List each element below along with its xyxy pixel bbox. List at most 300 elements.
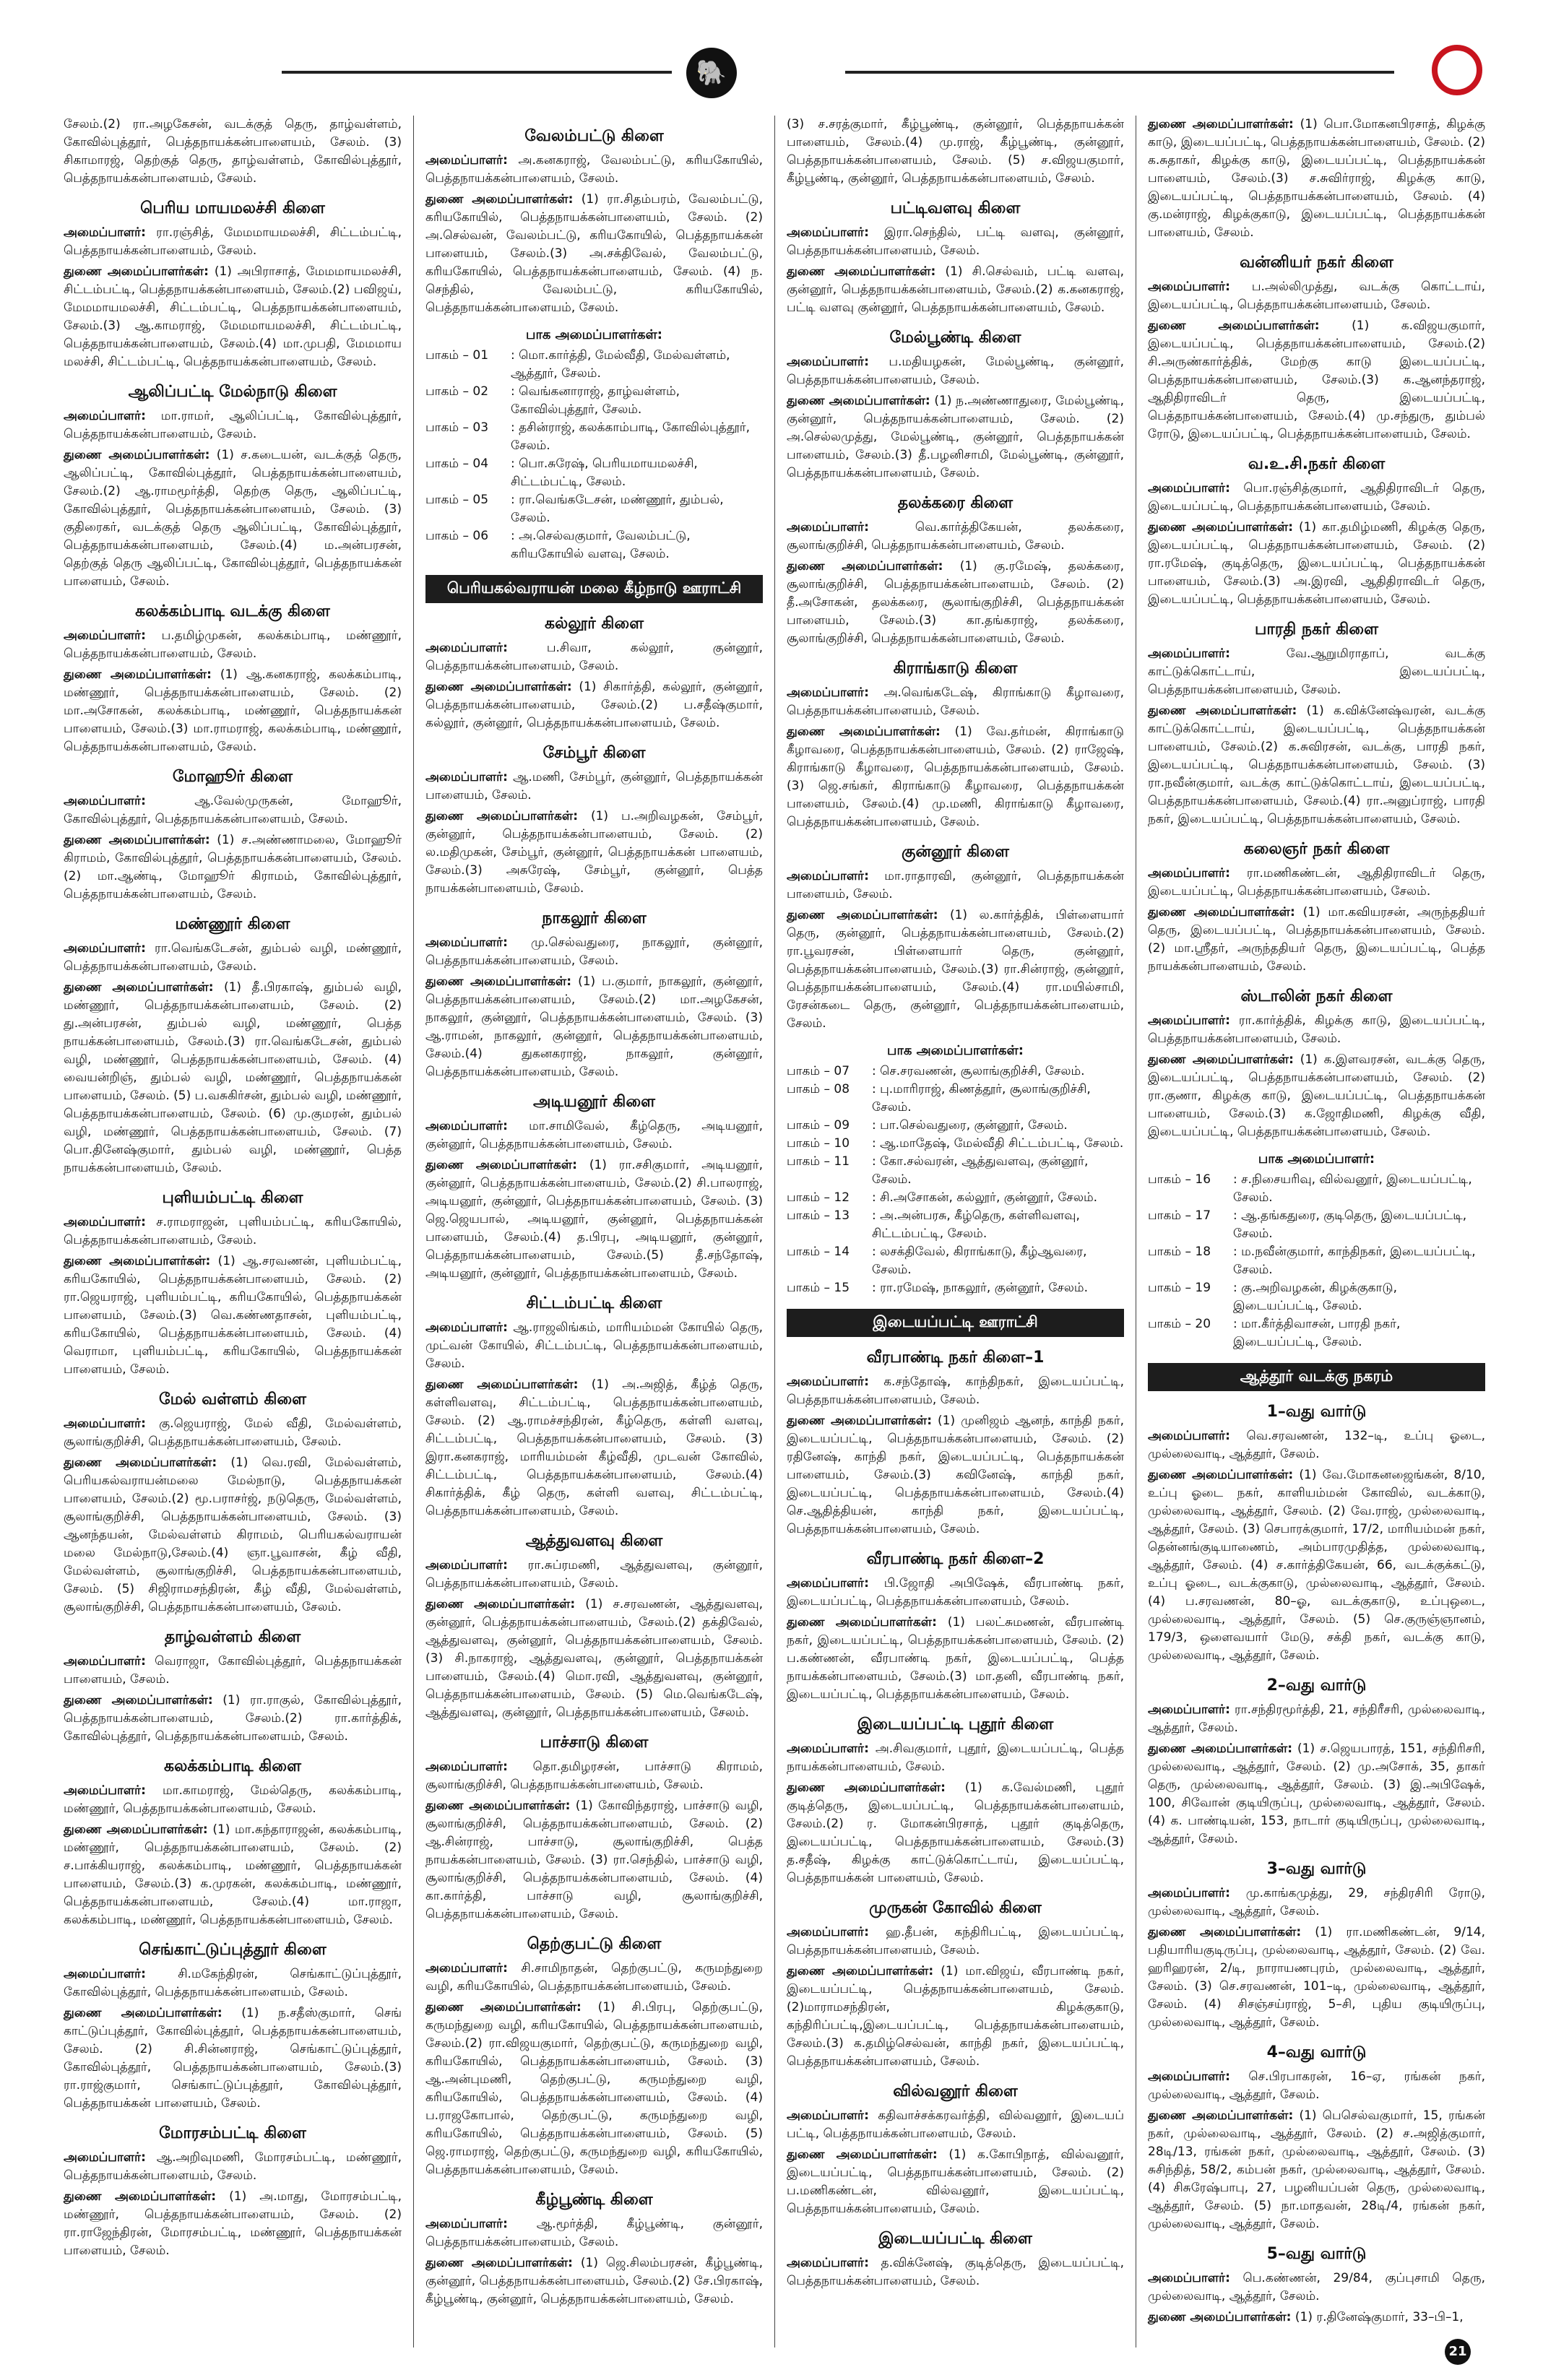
branch-block [787,494,1124,648]
secretary-entry [787,353,1124,389]
deputies-text: (1) ஆ.சரவணன், புளியம்பட்டி, கரியகோயில், பெத்தநாயக்கன்பாளையம், சேலம். (2) ரா.ஜெயராஜ், புளியம்பட்டி, கரியகோயில், பெத்தநாயக்கன் பாளையம், சேலம்.(3) வெ.கண்ணதாசன், புளியம்பட்டி, கரியகோயில், பெத்தநாயக்கன்பாளையம், சேலம். (4) வெராமா, புளியம்பட்டி, கரியகோயில், பெத்தநாயக்கன் பாளையம், சேலம். [64,1254,402,1377]
deputies-label: துணை அமைப்பாளர்கள்: [1148,2310,1292,2324]
secretary-entry [425,1117,763,1154]
secretary-entry [64,1415,402,1451]
branch-title: கலைஞர் நகர் கிளை [1243,840,1390,858]
deputies-label: துணை அமைப்பாளர்கள்: [64,1455,217,1470]
secretary-text: ரா.வெங்கடேசன், தும்பல் வழி, மண்ணூர், பெத்தநாயக்கன்பாளையம், சேலம். [64,941,402,974]
deputies-label: துணை அமைப்பாளர்கள்: [787,1780,946,1795]
secretary-label: அமைப்பாளர்: [64,628,146,643]
deputies-text: (1) சி.பிரபு, தெற்குபட்டு, கருமந்துறை வழி, கரியகோயில், பெத்தநாயக்கன்பாளையம், சேலம்.(2) ரா.விஜயகுமார், தெற்குபட்டு, கருமந்துறை வழி, கரியகோயில், பெத்தநாயக்கன்பாளையம், சேலம். (3) ஆ.அன்புமணி, தெற்குபட்டு, கருமந்துறை வழி, கரியகோயில், பெத்தநாயக்கன்பாளையம், சேலம். (4) ப.ராஜகோபால், தெற்குபட்டு, கருமந்துறை வழி, கரியகோயில், பெத்தநாயக்கன்பாளையம், சேலம். (5) ஜெ.ராமராஜ், தெற்குபட்டு, கருமந்துறை வழி, கரியகோயில், பெத்தநாயக்கன்பாளையம், சேலம். [425,2000,763,2177]
branch-block [64,1941,402,2113]
deputies-label: துணை அமைப்பாளர்கள்: [787,1414,933,1428]
deputies-label: துணை அமைப்பாளர்கள்: [1148,1468,1294,1482]
deputies-text: (1) கு.ரமேஷ், தலக்கரை, சூலாங்குறிச்சி, பெத்தநாயக்கன்பாளையம், சேலம். (2) தீ.அசோகன், தலக்கரை, சூலாங்குறிச்சி, பெத்தநாயக்கன் பாளையம், சேலம்.(3) கா.தங்கராஜ், தலக்கரை, சூலாங்குறிச்சி, பெத்தநாயக்கன்பாளையம், சேலம். [787,559,1124,646]
secretary-entry [787,684,1124,720]
branch-title: வீரபாண்டி நகர் கிளை–1 [866,1349,1045,1367]
branch-block [787,1349,1124,1539]
branch-title: குன்னூர் கிளை [902,843,1009,861]
branch-title: 3–வது வார்டு [1266,1860,1367,1878]
deputies-label: துணை அமைப்பாளர்கள்: [425,974,572,989]
secretary-entry [787,867,1124,904]
branch-title: அடியனூர் கிளை [533,1093,655,1111]
deputies-entry [1148,1740,1485,1848]
secretary-text: த.விக்னேஷ், குடித்தெரு, இடையப்பட்டி, பெத்தநாயக்கன்பாளையம், சேலம். [787,2256,1124,2288]
party-emblem-icon: 🐘 [686,48,737,98]
branch-title: கல்லூர் கிளை [544,615,644,633]
deputies-entry [425,191,763,317]
branch-block [425,1532,763,1722]
booth-text: : தசின்ராஜ், கலக்காம்பாடி, கோவில்புத்தூர், சேலம். [511,420,751,453]
deputies-label: துணை அமைப்பாளர்கள்: [64,980,214,995]
secretary-text: அ.வெங்கடேஷ், கிராங்காடு கீழாவரை, பெத்தநாயக்கன்பாளையம், சேலம். [787,685,1124,718]
secretary-text: பி.ஜோதி அபிஷேக், வீரபாண்டி நகர், இடையப்பட்டி, பெத்தநாயக்கன்பாளையம், சேலம். [787,1576,1125,1609]
branch-title: நாகலூர் கிளை [542,909,647,927]
deputies-text: (1) ச.ஜெயபாரத், 151, சந்திரிசரி, முல்லைவாடி, ஆத்தூர், சேலம். (2) மு.அசோக், 35, தாகர் தெரு, முல்லைவாடி, ஆத்தூர், சேலம். (3) இ.அபிஷேக், 100, சிவோன் குடியிருப்பு, முல்லைவாடி, ஆத்தூர், சேலம். (4) க. பாண்டியன், 153, நாடார் குடியிருப்பு, முல்லைவாடி, ஆத்தூர், சேலம். [1148,1741,1485,1846]
deputies-text: (1) சி.செல்வம், பட்டி வளவு, குன்னூர், பெத்தநாயக்கன்பாளையம், சேலம்.(2) க.கனகராஜ், பட்டி வளவு குன்னூர், பெத்தநாயக்கன்பாளையம், சேலம். [787,264,1124,315]
branch-title: 1–வது வார்டு [1266,1403,1367,1421]
secretary-label: அமைப்பாளர்: [425,1320,508,1335]
deputies-label: துணை அமைப்பாளர்கள்: [64,448,210,462]
branch-title: சேம்பூர் கிளை [543,744,646,762]
booth-row [787,1279,1124,1297]
branch-block [787,1715,1124,1887]
deputies-entry [787,906,1124,1033]
deputies-entry [1148,1924,1485,2032]
deputies-entry [1148,2107,1485,2233]
booth-row [425,491,763,527]
booth-number: பாகம் – 11 [787,1154,850,1169]
secretary-label: அமைப்பாளர்: [64,1654,146,1669]
deputies-text: (1) பெசெல்வகுமார், 15, ரங்கன் நகர், முல்லைவாடி, ஆத்தூர், சேலம். (2) ச.அஜித்குமார், 28டி/13, ரங்கன் நகர், முல்லைவாடி, ஆத்தூர், சேலம். (3) சுசிந்தித், 58/2, கம்பன் நகர், முல்லைவாடி, ஆத்தூர், சேலம். (4) சிசுரேஷ்பாபு, 27, பழனியப்பன் தெரு, முல்லைவாடி, ஆத்தூர், சேலம். (5) நா.மாதவன், 28டி/4, ரங்கன் நகர், முல்லைவாடி, ஆத்தூர், சேலம். [1148,2108,1486,2231]
booth-row [787,1153,1124,1189]
secretary-text: ச.ராமராஜன், புளியம்பட்டி, கரியகோயில், பெத்தநாயக்கன்பாளையம், சேலம். [64,1215,402,1247]
branch-block [64,383,402,591]
deputies-entry [64,263,402,371]
secretary-text: ரா.சுப்ரமணி, ஆத்துவளவு, குன்னூர், பெத்தநாயக்கன்பாளையம், சேலம். [425,1558,763,1591]
secretary-entry [1148,645,1485,699]
deputies-entry [787,1779,1124,1887]
booth-text: : பா.செல்வதுரை, குன்னூர், சேலம். [872,1118,1068,1133]
booth-text: : ச.நிசையரிவு, வில்வனூர், இடையப்பட்டி, சேலம். [1233,1172,1472,1205]
deputies-entry [787,558,1124,648]
deputies-label: துணை அமைப்பாளர்கள்: [64,667,212,682]
branch-block [425,909,763,1081]
secretary-text: க.சந்தோஷ், காந்திநகர், இடையப்பட்டி, பெத்தநாயக்கன்பாளையம், சேலம். [787,1375,1125,1407]
secretary-text: அ.கனகராஜ், வேலம்பட்டு, கரியகோயில், பெத்தநாயக்கன்பாளையம், சேலம். [425,153,764,186]
secretary-label: அமைப்பாளர்: [787,2108,869,2123]
branch-block [787,2230,1124,2290]
continued-text: சேலம்.(2) ரா.அழகேசன், வடக்குத் தெரு, தாழ்வள்ளம், கோவில்புத்தூர், பெத்தநாயக்கன்பாளையம், சேலம். (3) சிகாமாரஜ், தெற்குத் தெரு, தாழ்வள்ளம், கோவில்புத்தூர், பெத்தநாயக்கன்பாளையம், சேலம். [64,117,402,186]
deputies-text: (1) மா.கந்தாராஜன், கலக்கம்பாடி, மண்ணூர், பெத்தநாயக்கன்பாளையம், சேலம். (2) ச.பாக்கியராஜ், கலக்கம்பாடி, மண்ணூர், பெத்தநாயக்கன் பாளையம், சேலம்.(3) க.முரகன், கலக்கம்பாடி, மண்ணூர், பெத்தநாயக்கன்பாளையம், சேலம்.(4) மா.ராஜா, கலக்கம்பாடி, மண்ணூர், பெத்தநாயக்கன்பாளையம், சேலம். [64,1822,402,1927]
booth-text: : லசக்திவேல், கிராங்காடு, கீழ்ஆவரை, சேலம். [872,1245,1087,1277]
secretary-entry [64,1965,402,2002]
secretary-label: அமைப்பாளர்: [787,1375,869,1389]
secretary-text: மா.ராமர், ஆலிப்பட்டி, கோவில்புத்தூர், பெத்தநாயக்கன்பாளையம், சேலம். [64,409,402,441]
secretary-entry [787,1575,1124,1611]
branch-title: கிராங்காடு கிளை [893,659,1018,678]
booth-row [787,1207,1124,1243]
secretary-entry [64,224,402,260]
deputies-text: (1) பலட்சுமணன், வீரபாண்டி நகர், இடையப்பட்டி, பெத்தநாயக்கன்பாளையம், சேலம். (2) ப.கண்ணன், வீரபாண்டி நகர், இடையப்பட்டி, பெத்த நாயக்கன்பாளையம், சேலம்.(3) மா.தனி, வீரபாண்டி நகர், இடையப்பட்டி, பெத்தநாயக்கன்பாளையம், சேலம். [787,1615,1124,1702]
deputies-entry [787,1614,1124,1704]
deputies-text: (1) க.விஜயகுமார், இடையப்பட்டி, பெத்தநாயக்கன்பாளையம், சேலம்.(2) சி.அருண்கார்த்திக், மேற்கு காடு இடையப்பட்டி, பெத்தநாயக்கன்பாளையம், சேலம்.(3) க.ஆனந்தராஜ், ஆதிதிராவிடர் தெரு, இடையப்பட்டி, பெத்தநாயக்கன்பாளையம், சேலம்.(4) மு.சந்துரு, தும்பல் ரோடு, இடையப்பட்டி, பெத்தநாயக்கன்பாளையம், சேலம். [1148,319,1485,441]
secretary-text: ப.தமிழ்முகன், கலக்கம்பாடி, மண்ணூர், பெத்தநாயக்கன்பாளையம், சேலம். [64,628,402,661]
deputies-entry [64,1821,402,1929]
secretary-label: அமைப்பாளர்: [1148,1429,1230,1443]
secretary-entry [425,639,763,675]
deputies-label: துணை அமைப்பாளர்கள்: [425,1377,579,1392]
branch-block [425,1935,763,2179]
secretary-label: அமைப்பாளர்: [787,1925,869,1939]
secretary-entry [64,1782,402,1818]
secretary-label: அமைப்பாளர்: [64,1416,146,1431]
secretary-entry [1148,278,1485,314]
booth-row [787,1135,1124,1153]
booth-row [787,1063,1124,1081]
deputies-label: துணை அமைப்பாளர்கள்: [1148,704,1297,718]
branch-block [1148,987,1485,1141]
deputies-label: துணை அமைப்பாளர்கள்: [425,1799,571,1813]
deputies-label: துணை அமைப்பாளர்கள்: [1148,1925,1302,1939]
secretary-entry [64,1213,402,1250]
section-heading: ஆத்தூர் வடக்கு நகரம் [1148,1363,1485,1391]
deputies-text: (1) ரா.சசிகுமார், அடியனூர், குன்னூர், பெத்தநாயக்கன்பாளையம், சேலம்.(2) சி.பாலராஜ், அடியனூர், குன்னூர், பெத்தநாயக்கன்பாளையம், சேலம். (3) ஜெ.ஜெயபால், அடியனூர், குன்னூர், பெத்தநாயக்கன் பாளையம், சேலம்.(4) த.பிரபு, அடியனூர், குன்னூர், பெத்தநாயக்கன்பாளையம், சேலம்.(5) தீ.சந்தோஷ், அடியனூர், குன்னூர், பெத்தநாயக்கன்பாளையம், சேலம். [425,1158,763,1281]
branch-title: மண்ணூர் கிளை [175,915,290,933]
secretary-label: அமைப்பாளர்: [425,1760,508,1774]
branch-title: மேல்பூண்டி கிளை [889,329,1021,347]
booth-text: : பு.மாரிராஜ், கிணத்தூர், சூலாங்குறிச்சி, சேலம். [872,1082,1091,1115]
deputies-entry [425,1156,763,1283]
deputies-text: (1) ரா.ராகுல், கோவில்புத்தூர், பெத்தநாயக்கன்பாளையம், சேலம்.(2) ரா.கார்த்திக், கோவில்புத்தூர், பெத்தநாயக்கன்பாளையம், சேலம். [64,1693,402,1744]
deputies-label: துணை அமைப்பாளர்கள்: [64,1254,211,1268]
booth-text: : பொ.சுரேஷ், பெரியமாயமலச்சி, சிட்டம்பட்டி, சேலம். [511,456,698,489]
deputies-text: (1) சிகார்த்தி, கல்லூர், குன்னூர், பெத்தநாயக்கன்பாளையம், சேலம்.(2) ப.சதீஷ்குமார், கல்லூர், குன்னூர், பெத்தநாயக்கன்பாளையம், சேலம். [425,680,763,730]
deputies-text: (1) அ.அஜித், கீழ்த் தெரு, கள்ளிவளவு, சிட்டம்பட்டி, பெத்தநாயக்கன்பாளையம், சேலம். (2) ஆ.ராமச்சந்திரன், கீழ்தெரு, கள்ளி வளவு, சிட்டம்பட்டி, பெத்தநாயக்கன்பாளையம், சேலம். (3) இரா.கனகராஜ், மாரியம்மன் கீழ்வீதி, முடவன் கோவில், சிட்டம்பட்டி, பெத்தநாயக்கன்பாளையம், சேலம்.(4) சிகார்த்திக், கீழ் தெரு, கள்ளி வளவு, சிட்டம்பட்டி, பெத்தநாயக்கன்பாளையம், சேலம். [425,1377,763,1518]
secretary-entry [1148,1884,1485,1921]
branch-block [425,1294,763,1520]
secretary-text: மு.காங்கமுத்து, 29, சந்திரசிரி ரோடு, முல்லைவாடி, ஆத்தூர், சேலம். [1148,1886,1485,1918]
branch-block [1148,116,1485,242]
secretary-text: வெ.சரவணன், 132–டி, உப்பு ஓடை, முல்லைவாடி, ஆத்தூர், சேலம். [1148,1429,1485,1461]
secretary-entry [425,152,763,188]
header-rule-left [282,71,672,74]
deputies-label: துணை அமைப்பாளர்கள்: [425,2256,573,2270]
branch-title: தலக்கரை கிளை [897,494,1013,512]
secretary-text: ப.அல்லிமுத்து, வடக்கு கொட்டாய், இடையப்பட்டி, பெத்தநாயக்கன்பாளையம், சேலம். [1148,280,1486,312]
deputies-label: துணை அமைப்பாளர்கள்: [64,264,209,279]
deputies-entry [787,392,1124,483]
branch-block [64,915,402,1177]
secretary-text: கு.ஜெயராஜ், மேல் வீதி, மேல்வள்ளம், சூலாங்குறிச்சி, பெத்தநாயக்கன்பாளையம், சேலம். [64,1416,402,1449]
deputies-label: துணை அமைப்பாளர்கள்: [425,809,578,823]
booth-row [1148,1243,1485,1279]
booth-text: : ஆ.மாதேஷ், மேல்வீதி சிட்டம்பட்டி, சேலம். [872,1136,1124,1151]
secretary-text: அ.சிவகுமார், புதூர், இடையப்பட்டி, பெத்த நாயக்கன்பாளையம், சேலம். [787,1741,1125,1774]
booth-row [425,527,763,563]
booth-heading: பாக அமைப்பாளர்கள்: [526,327,662,342]
secretary-label: அமைப்பாளர்: [787,1576,869,1591]
column-4 [1136,116,1497,2347]
booth-number: பாகம் – 12 [787,1190,850,1205]
booth-heading: பாக அமைப்பாளர்கள்: [887,1043,1024,1058]
secretary-entry [425,1960,763,1996]
branch-block [64,2124,402,2260]
branch-title: புளியம்பட்டி கிளை [162,1189,303,1207]
deputies-text: (1) ச.சரவணன், ஆத்துவளவு, குன்னூர், பெத்தநாயக்கன்பாளையம், சேலம்.(2) தக்திவேல், ஆத்துவளவு, குன்னூர், பெத்தநாயக்கன்பாளையம், சேலம். (3) சி.நாகராஜ், ஆத்துவளவு, குன்னூர், பெத்தநாயக்கன் பாளையம், சேலம்.(4) மொ.ரவி, ஆத்துவளவு, குன்னூர், பெத்தநாயக்கன்பாளையம், சேலம். (5) மெ.வெங்கடேஷ், ஆத்துவளவு, குன்னூர், பெத்தநாயக்கன்பாளையம், சேலம். [425,1597,763,1720]
booth-number: பாகம் – 09 [787,1118,850,1133]
secretary-label: அமைப்பாளர்: [787,685,869,700]
deputies-entry [64,446,402,591]
deputies-entry [787,723,1124,831]
deputies-text: (1) கா.தமிழ்மணி, கிழக்கு தெரு, இடையப்பட்டி, பெத்தநாயக்கன்பாளையம், சேலம். (2) ரா.ரமேஷ், குடித்தெரு, இடையப்பட்டி, பெத்தநாயக்கன் பாளையம், சேலம்.(3) அ.இரவி, ஆதிதிராவிடர் தெரு, இடையப்பட்டி, பெத்தநாயக்கன்பாளையம், சேலம். [1148,520,1485,607]
deputies-entry [1148,702,1485,828]
branch-block [1148,254,1485,443]
secretary-label: அமைப்பாளர்: [1148,1013,1230,1028]
branch-title: பெரிய மாயமலச்சி கிளை [140,199,325,217]
secretary-label: அமைப்பாளர்: [1148,1886,1230,1900]
branch-title: வன்னியர் நகர் கிளை [1240,254,1393,272]
deputies-entry [425,1596,763,1722]
secretary-text: பெ.கண்ணன், 29/84, குப்புசாமி தெரு, முல்லைவாடி, ஆத்தூர், சேலம். [1148,2271,1485,2303]
deputies-text: (1) ந.அண்ணாதுரை, மேல்பூண்டி, குன்னூர், பெத்தநாயக்கன்பாளையம், சேலம். (2) அ.செல்லமுத்து, மேல்பூண்டி, குன்னூர், பெத்தநாயக்கன் பாளையம், சேலம்.(3) தீ.பழனிசாமி, மேல்பூண்டி, குன்னூர், பெத்தநாயக்கன்பாளையம், சேலம். [787,394,1124,480]
secretary-label: அமைப்பாளர்: [1148,866,1230,880]
secretary-text: ப.சிவா, கல்லூர், குன்னூர், பெத்தநாயக்கன்பாளையம், சேலம். [425,641,764,673]
booth-number: பாகம் – 15 [787,1281,850,1295]
branch-block [64,199,402,371]
branch-block [1148,1676,1485,1848]
deputies-entry [425,808,763,898]
secretary-entry [1148,1701,1485,1737]
article-columns [52,116,1497,2347]
secretary-label: அமைப்பாளர்: [787,869,869,883]
header-rule-right [845,71,1394,74]
booth-text: : செ.சரவணன், சூலாங்குறிச்சி, சேலம். [872,1064,1085,1078]
booth-text: : சி.அசோகன், கல்லூர், குன்னூர், சேலம். [872,1190,1098,1205]
booth-number: பாகம் – 14 [787,1245,850,1259]
deputies-text: (1) க.விக்னேஷ்வரன், வடக்கு காட்டுக்கொட்டாய், இடையப்பட்டி, பெத்தநாயக்கன் பாளையம், சேலம்.(2) க.சுவிரசன், வடக்கு, பாரதி நகர், இடையப்பட்டி, பெத்தநாயக்கன்பாளையம், சேலம். (3) ரா.நவீன்குமார், வடக்கு காட்டுக்கொட்டாய், இடையப்பட்டி, பெத்தநாயக்கன்பாளையம், சேலம்.(4) ரா.அனுப்ராஜ், பாரதி நகர், இடையப்பட்டி, பெத்தநாயக்கன்பாளையம், சேலம். [1148,704,1485,826]
branch-block [64,1390,402,1617]
secretary-entry [1148,865,1485,901]
deputies-label: துணை அமைப்பாளர்கள்: [425,192,574,207]
booth-text: : கு.அறிவழகன், கிழக்குகாடு, இடையப்பட்டி, சேலம். [1233,1281,1398,1313]
branch-title: வேலம்பட்டு கிளை [524,127,664,145]
deputies-label: துணை அமைப்பாளர்கள்: [787,559,943,574]
deputies-text: (1) வே.மோகனஜைங்கன், 8/10, உப்பு ஓடை நகர், காளியம்மன் கோவில், வடக்காடு, முல்லைவாடி, ஆத்தூர், சேலம். (2) வே.ராஜ், முல்லைவாடி, ஆத்தூர், சேலம். (3) செபாரக்குமார், 17/2, மாரியம்மன் நகர், தென்னங்குடியாணைம், அம்பாரமுதித்த, முல்லைவாடி, ஆத்தூர், சேலம். (4) ச.கார்த்திகேயன், 66, வடக்குக்கட்டு, உப்பு ஓடை, வடக்குகாடு, முல்லைவாடி, ஆத்தூர், சேலம். (4) ப.சரவணன், 80–ஓ, வடக்குகாடு, உப்புஒடை, முல்லைவாடி, ஆத்தூர், சேலம். (5) செ.குருஞ்ஞானம், 179/3, ஒளைவயார் மேடு, சக்தி நகர், வடக்கு காடு, முல்லைவாடி, ஆத்தூர், சேலம். [1148,1468,1485,1663]
secretary-entry [64,940,402,976]
red-ring-icon [1432,45,1482,95]
booth-row [787,1189,1124,1207]
booth-row [787,1243,1124,1279]
deputies-label: துணை அமைப்பாளர்கள்: [1148,319,1320,333]
branch-block [64,768,402,904]
booth-text: : ஆ.தங்கதுரை, குடிதெரு, இடையப்பட்டி, சேலம். [1233,1208,1467,1241]
secretary-label: அமைப்பாளர்: [1148,1702,1230,1717]
secretary-text: வெராஜா, கோவில்புத்தூர், பெத்தநாயக்கன் பாளையம், சேலம். [64,1654,402,1687]
secretary-text: செ.பிரபாகரன், 16–ஏ, ரங்கன் நகர், முல்லைவாடி, ஆத்தூர், சேலம். [1148,2069,1486,2102]
deputies-text: (1) அபிராசாத், மேமமாயமலச்சி, சிட்டம்பட்டி, பெத்தநாயக்கன்பாளையம், சேலம்.(2) பவிஜய், மேமமாயமலச்சி, சிட்டம்பட்டி, பெத்தநாயக்கன்பாளையம், சேலம்.(3) ஆ.காமராஜ், மேமமாயமலச்சி, சிட்டம்பட்டி, பெத்தநாயக்கன்பாளையம், சேலம்.(4) மா.முபதி, மேமமாய மலச்சி, சிட்டம்பட்டி, பெத்தநாயக்கன்பாளையம், சேலம். [64,264,402,369]
branch-title: தாழ்வள்ளம் கிளை [164,1628,301,1646]
secretary-label: அமைப்பாளர்: [1148,280,1230,294]
secretary-text: ஆ.மூர்த்தி, கீழ்பூண்டி, குன்னூர், பெத்தநாயக்கன்பாளையம், சேலம். [425,2217,764,2249]
deputies-text: (1) தீ.பிரகாஷ், தும்பல் வழி, மண்ணூர், பெத்தநாயக்கன்பாளையம், சேலம். (2) து.அன்பரசன், தும்பல் வழி, மண்ணூர், பெத்த நாயக்கன்பாளையம், சேலம்.(3) ரா.வெங்கடேசன், தும்பல் வழி, மண்ணூர், பெத்தநாயக்கன்பாளையம், சேலம். (4) வையன்றிஞ், தும்பல் வழி, மண்ணூர், பெத்தநாயக்கன் பாளையம், சேலம். (5) ப.வசுகிர்சன், தும்பல் வழி, மண்ணூர், பெத்தநாயக்கன்பாளையம், சேலம். (6) மு.குமரன், தும்பல் வழி, மண்ணூர், பெத்தநாயக்கன்பாளையம், சேலம். (7) பொ.தினேஷ்குமார், தும்பல் வழி, மண்ணூர், பெத்த நாயக்கன்பாளையம், சேலம். [64,980,402,1175]
deputies-entry [425,1376,763,1520]
booth-number: பாகம் – 13 [787,1208,850,1223]
deputies-entry [1148,1051,1485,1141]
booth-row [1148,1315,1485,1351]
deputies-label: துணை அமைப்பாளர்கள்: [787,2147,938,2162]
secretary-label: அமைப்பாளர்: [1148,2069,1230,2084]
secretary-label: அமைப்பாளர்: [64,1783,146,1798]
secretary-text: சி.சாமிநாதன், தெற்குபட்டு, கருமந்துறை வழி, கரியகோயில், பெத்தநாயக்கன்பாளையம், சேலம். [425,1961,763,1994]
secretary-entry [64,1653,402,1689]
deputies-label: துணை அமைப்பாளர்கள்: [64,2189,217,2204]
secretary-label: அமைப்பாளர்: [425,1961,508,1976]
secretary-text: ப.மதியழகன், மேல்பூண்டி, குன்னூர், பெத்தநாயக்கன்பாளையம், சேலம். [787,355,1125,387]
branch-title: பட்டிவளவு கிளை [890,199,1021,217]
booth-number: பாகம் – 01 [425,348,489,363]
branch-block [1148,840,1485,976]
secretary-entry [64,792,402,828]
deputies-label: துணை அமைப்பாளர்கள்: [425,1597,576,1611]
deputies-entry [1148,2308,1485,2327]
booth-number: பாகம் – 05 [425,493,489,507]
deputies-text: (1) ச.கடையன், வடக்குத் தெரு, ஆலிப்பட்டி, கோவில்புத்தூர், பெத்தநாயக்கன்பாளையம், சேலம்.(2) ஆ.ராமமூர்த்தி, தெற்கு தெரு, ஆலிப்பட்டி, கோவில்புத்தூர், பெத்தநாயக்கன்பாளையம், சேலம். (3) குதிரைகர், வடக்குத் தெரு ஆலிப்பட்டி, கோவில்புத்தூர், பெத்தநாயக்கன்பாளையம், சேலம்.(4) ம.அன்பரசன், தெற்குத் தெரு ஆலிப்பட்டி, கோவில்புத்தூர், பெத்தநாயக்கன் பாளையம், சேலம். [64,448,402,589]
deputies-text: (1) வெ.ரவி, மேல்வள்ளம், பெரியகல்வராயன்மலை மேல்நாடு, பெத்தநாயக்கன் பாளையம், சேலம்.(2) மூ.பராசர்ஜ், நடுதெரு, மேல்வள்ளம், சூலாங்குறிச்சி, பெத்தநாயக்கன்பாளையம், சேலம். (3) ஆனந்தயன், மேல்வள்ளம் கிராமம், பெரியகல்வராயன் மலை மேல்நாடு,சேலம்.(4) ஞா.பூவாசன், கீழ் வீதி, மேல்வள்ளம், சூலாங்குறிச்சி, பெத்தநாயக்கன்பாளையம், சேலம். (5) சிஜிராமசந்திரன், கீழ் வீதி, மேல்வள்ளம், சூலாங்குறிச்சி, பெத்தநாயக்கன்பாளையம், சேலம். [64,1455,402,1614]
branch-title: கலக்கம்பாடி கிளை [164,1757,301,1775]
booth-row [787,1117,1124,1135]
booth-text: : ரா.வெங்கடேசன், மண்ணூர், தும்பல், சேலம். [511,493,724,525]
secretary-label: அமைப்பாளர்: [64,1215,146,1229]
secretary-label: அமைப்பாளர்: [425,770,508,784]
deputies-label: துணை அமைப்பாளர்கள்: [1148,1052,1294,1067]
deputies-text: (1) கோவிந்தராஜ், பாச்சாடு வழி, சூலாங்குறிச்சி, பெத்தநாயக்கன்பாளையம், சேலம். (2) ஆ.சின்ராஜ், பாச்சாடு, சூலாங்குறிச்சி, பெத்த நாயக்கன்பாளையம், சேலம். (3) ரா.செந்தில், பாச்சாடு வழி, சூலாங்குறிச்சி, பெத்தநாயக்கன்பாளையம், சேலம். (4) கா.கார்த்தி, பாச்சாடு வழி, சூலாங்குறிச்சி, பெத்தநாயக்கன்பாளையம், சேலம். [425,1799,763,1921]
branch-block [1148,620,1485,828]
booth-number: பாகம் – 06 [425,529,489,543]
secretary-label: அமைப்பாளர்: [425,1119,508,1133]
deputies-entry [787,1412,1124,1539]
deputies-entry [1148,116,1485,242]
secretary-entry [425,934,763,970]
secretary-text: ரா.ரஞ்சித், மேமமாயமலச்சி, சிட்டம்பட்டி, பெத்தநாயக்கன்பாளையம், சேலம். [64,225,402,258]
secretary-entry [64,627,402,663]
secretary-label: அமைப்பாளர்: [787,355,869,369]
branch-title: வீரபாண்டி நகர் கிளை–2 [866,1550,1045,1568]
deputies-entry [787,1963,1124,2071]
booth-number: பாகம் – 18 [1148,1245,1211,1259]
secretary-label: அமைப்பாளர்: [787,520,869,535]
deputies-text: (1) ரா.மணிகண்டன், 9/14, பதியாரியகுடிருப்பு, முல்லைவாடி, ஆத்தூர், சேலம். (2) வே. ஹரிஹரன், 2/டி, நாராயணபுரம், முல்லைவாடி, ஆத்தூர், சேலம். (3) செ.சரவணன், 101–டி, முல்லைவாடி, ஆத்தூர், சேலம். (4) சிசஞ்சய்ராஜ், 5–சி, புதிய குடியிருப்பு, முல்லைவாடி, ஆத்தூர், சேலம். [1148,1925,1485,2030]
booth-text: : வெங்கனாராஜ், தாழ்வள்ளம், கோவில்புத்தூர், சேலம். [511,384,680,417]
secretary-entry [425,2215,763,2251]
deputies-entry [425,678,763,732]
branch-block [425,2191,763,2308]
deputies-entry [64,1252,402,1379]
secretary-label: அமைப்பாளர்: [1148,646,1230,661]
secretary-text: ரா.கார்த்திக், கிழக்கு காடு, இடையப்பட்டி, பெத்தநாயக்கன்பாளையம், சேலம். [1148,1013,1486,1046]
branch-title: வ.உ.சி.நகர் கிளை [1248,455,1386,473]
secretary-text: சி.மகேந்திரன், செங்காட்டுப்புத்தூர், கோவில்புத்தூர், பெத்தநாயக்கன்பாளையம், சேலம். [64,1967,402,1999]
booth-row [1148,1279,1485,1315]
deputies-text: (1) ர.தினேஷ்குமார், 33–பி–1, [1295,2310,1464,2324]
deputies-entry [64,831,402,904]
booth-heading: பாக அமைப்பாளர்: [1258,1151,1375,1167]
secretary-text: வே.ஆறுமிராதாப், வடக்கு காட்டுக்கொட்டாய், இடையப்பட்டி, பெத்தநாயக்கன்பாளையம், சேலம். [1148,646,1486,697]
secretary-entry [425,769,763,805]
deputies-entry [787,263,1124,317]
deputies-text: (1) வே.தர்மன், கிராங்காடு கீழாவரை, பெத்தநாயக்கன்பாளையம், சேலம். (2) ராஜேஷ், கிராங்காடு கீழாவரை, பெத்தநாயக்கன்பாளையம், சேலம். (3) ஜெ.சங்கர், கிராங்காடு கீழாவரை, பெத்தநாயக்கன் பாளையம், சேலம்.(4) மு.மணி, கிராங்காடு கீழாவரை, பெத்தநாயக்கன்பாளையம், சேலம். [787,724,1124,829]
column-2 [413,116,774,2347]
deputies-label: துணை அமைப்பாளர்கள்: [64,1822,208,1837]
deputies-text: (1) பொ.மோகனபிரசாத், கிழக்கு காடு, இடையப்பட்டி, பெத்தநாயக்கன்பாளையம், சேலம். (2) க.சுதாகர், கிழக்கு காடு, இடையப்பட்டி, பெத்தநாயக்கன் பாளையம், சேலம்.(3) ச.சுவிர்ராஜ், கிழக்கு காடு, இடையப்பட்டி, பெத்தநாயக்கன்பாளையம், சேலம். (4) கு.மன்ராஜ், கிழக்குகாடு, இடையப்பட்டி, பெத்தநாயக்கன் பாளையம், சேலம். [1148,117,1485,240]
secretary-text: வெ.கார்த்திகேயன், தலக்கரை, சூலாங்குறிச்சி, பெத்தநாயக்கன்பாளையம், சேலம். [787,520,1124,553]
deputies-text: (1) ல.கார்த்திக், பிள்ளையார் தெரு, குன்னூர், பெத்தநாயக்கன்பாளையம், சேலம்.(2) ரா.பூவரசன், பிள்ளையார் தெரு, குன்னூர், பெத்தநாயக்கன்பாளையம், சேலம்.(3) ரா.சின்ராஜ், குன்னூர், பெத்தநாயக்கன்பாளையம், சேலம்.(4) ரா.மயில்சாமி, ரேசன்கடை தெரு, குன்னூர், பெத்தநாயக்கன்பாளையம், சேலம். [787,908,1124,1031]
deputies-label: துணை அமைப்பாளர்கள்: [1148,2108,1294,2123]
booth-row [425,347,763,383]
branch-title: செங்காட்டுப்புத்தூர் கிளை [139,1941,327,1959]
branch-block [1148,1860,1485,2032]
secretary-entry [787,2254,1124,2290]
deputies-entry [1148,904,1485,976]
booth-number: பாகம் – 17 [1148,1208,1211,1223]
secretary-entry [64,407,402,443]
branch-title: மோஹூர் கிளை [172,768,293,786]
branch-title: மோரசம்பட்டி கிளை [159,2124,306,2142]
secretary-text: மா.ராதாரவி, குன்னூர், பெத்தநாயக்கன் பாளையம், சேலம். [787,869,1125,901]
secretary-text: ரா.மணிகண்டன், ஆதிதிராவிடர் தெரு, இடையப்பட்டி, பெத்தநாயக்கன்பாளையம், சேலம். [1148,866,1485,899]
deputies-entry [1148,317,1485,443]
secretary-label: அமைப்பாளர்: [425,153,508,168]
branch-block [787,843,1124,1033]
deputies-entry [787,2146,1124,2218]
branch-block [425,1734,763,1924]
secretary-label: அமைப்பாளர்: [64,1967,146,1981]
booth-number: பாகம் – 08 [787,1082,850,1096]
secretary-text: ஆ.ராஜலிங்கம், மாரியம்மன் கோயில் தெரு, முட்வன் கோயில், சிட்டம்பட்டி, பெத்தநாயக்கன்பாளையம், சேலம். [425,1320,764,1371]
booth-text: : கோ.சல்வரன், ஆத்துவளவு, குன்னூர், சேலம். [872,1154,1089,1187]
secretary-entry [787,519,1124,555]
secretary-entry [425,1758,763,1794]
deputies-text: (1) ந.சதீஸ்குமார், செங் காட்டுப்புத்தூர், கோவில்புத்தூர், பெத்தநாயக்கன்பாளையம், சேலம். (2) சி.சின்னராஜ், செங்காட்டுப்புத்தூர், கோவில்புத்தூர், பெத்தநாயக்கன்பாளையம், சேலம்.(3) ரா.ராஜ்குமார், செங்காட்டுப்புத்தூர், கோவில்புத்தூர், பெத்தநாயக்கன் பாளையம், சேலம். [64,2006,402,2111]
secretary-entry [787,1924,1124,1960]
deputies-text: (1) மா.விஜய், வீரபாண்டி நகர், இடையப்பட்டி, பெத்தநாயக்கன்பாளையம், சேலம். (2)மாராமசந்திரன், கிழக்குகாடு, கந்திரிப்பட்டி,இடையப்பட்டி, பெத்தநாயக்கன்பாளையம், சேலம்.(3) க.தமிழ்செல்வன், காந்தி நகர், இடையப்பட்டி, பெத்தநாயக்கன்பாளையம், சேலம். [787,1964,1124,2069]
secretary-entry [787,2107,1124,2143]
secretary-entry [787,224,1124,260]
booth-number: பாகம் – 20 [1148,1317,1211,1331]
section-heading: இடையப்பட்டி ஊராட்சி [787,1309,1124,1337]
booth-row [1148,1207,1485,1243]
booth-number: பாகம் – 02 [425,384,489,399]
deputies-entry [64,2188,402,2260]
branch-title: இடையப்பட்டி கிளை [878,2230,1032,2248]
deputies-text: (1) ஜெ.சிலம்பரசன், கீழ்பூண்டி, குன்னூர், பெத்தநாயக்கன்பாளையம், சேலம்.(2) சே.பிரகாஷ், கீழ்பூண்டி, குன்னூர், பெத்தநாயக்கன்பாளையம், சேலம். [425,2256,763,2306]
secretary-label: அமைப்பாளர்: [64,225,146,240]
deputies-text: (1) முனிஜம் ஆனந், காந்தி நகர், இடையப்பட்டி, பெத்தநாயக்கன்பாளையம், சேலம். (2) ரதினேஷ், காந்தி நகர், இடையப்பட்டி, பெத்தநாயக்கன் பாளையம், சேலம்.(3) கவினேஷ், காந்தி நகர், இடையப்பட்டி, பெத்தநாயக்கன்பாளையம், சேலம்.(4) செ.ஆதித்தியன், காந்தி நகர், இடையப்பட்டி, பெத்தநாயக்கன்பாளையம், சேலம். [787,1414,1124,1536]
secretary-label: அமைப்பாளர்: [787,1741,869,1756]
branch-title: 4–வது வார்டு [1266,2043,1367,2061]
secretary-entry [1148,480,1485,516]
secretary-text: ரா.சந்திரமூர்த்தி, 21, சந்திரீசரி, முல்லைவாடி, ஆத்தூர், சேலம். [1148,1702,1485,1735]
branch-title: வில்வனூர் கிளை [893,2082,1018,2100]
secretary-entry [1148,2269,1485,2306]
branch-title: ஆலிப்பட்டி மேல்நாடு கிளை [128,383,337,401]
booth-number: பாகம் – 10 [787,1136,850,1151]
deputies-entry [425,1999,763,2179]
deputies-label: துணை அமைப்பாளர்கள்: [425,2000,582,2015]
secretary-label: அமைப்பாளர்: [787,2256,869,2270]
secretary-entry [1148,2068,1485,2104]
branch-title: கலக்கம்பாடி வடக்கு கிளை [135,602,330,620]
